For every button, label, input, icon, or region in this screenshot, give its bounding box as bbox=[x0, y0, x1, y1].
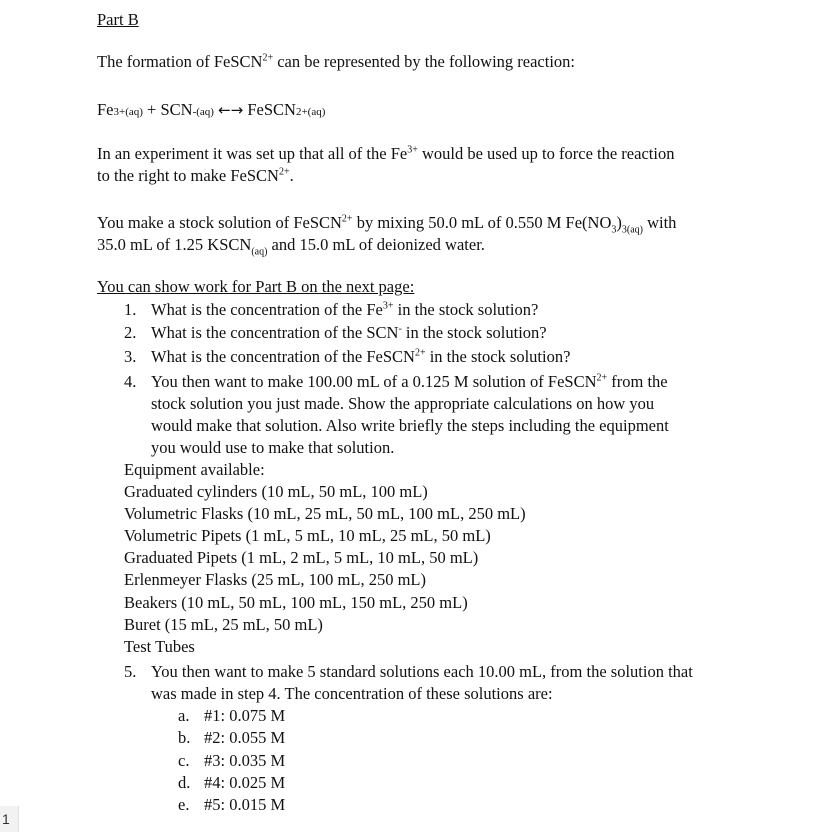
q1-post: in the stock solution? bbox=[393, 300, 539, 319]
page-number-marker bbox=[0, 806, 19, 832]
q4-number: 4. bbox=[124, 372, 137, 391]
reaction-fe-state: 3+(aq) bbox=[113, 106, 143, 118]
stock-line1-b: by mixing 50.0 mL of 0.550 M Fe(NO bbox=[352, 213, 612, 232]
q2-pre: What is the concentration of the SCN bbox=[151, 323, 399, 342]
equipment-item: Buret (15 mL, 25 mL, 50 mL) bbox=[124, 615, 323, 634]
work-note: You can show work for Part B on the next page: bbox=[97, 277, 415, 296]
equipment-item: Test Tubes bbox=[124, 637, 195, 656]
experiment-line2-post: . bbox=[289, 166, 294, 185]
experiment-line1-pre: In an experiment it was set up that all of the Fe bbox=[97, 144, 408, 163]
question-5-line-1: You then want to make 5 standard solutions each 10.00 mL, from the solution that bbox=[151, 662, 693, 681]
subitem-letter: b. bbox=[178, 728, 191, 747]
subitem-text: #5: 0.015 M bbox=[204, 795, 286, 814]
stock-line-1 bbox=[97, 213, 677, 236]
subitem-text: #4: 0.025 M bbox=[204, 773, 286, 792]
stock-line2-b: and 15.0 mL of deionized water. bbox=[267, 235, 485, 254]
q2-number: 2. bbox=[124, 323, 137, 342]
stock-line1-a: You make a stock solution of FeSCN bbox=[97, 213, 342, 232]
experiment-line-1 bbox=[97, 146, 674, 163]
stock-line-2 bbox=[97, 235, 485, 258]
stock-line1-sup: 2+ bbox=[341, 213, 353, 225]
q1-sup: 3+ bbox=[382, 300, 394, 312]
q4-line1-sup: 2+ bbox=[596, 372, 608, 384]
reaction-scn-state: -(aq) bbox=[192, 106, 214, 118]
q3-post: in the stock solution? bbox=[425, 347, 571, 366]
q3-number: 3. bbox=[124, 347, 137, 366]
question-4-line-2: stock solution you just made. Show the appropriate calculations on how you bbox=[151, 394, 655, 413]
intro-sup: 2+ bbox=[262, 52, 274, 64]
equipment-title: Equipment available: bbox=[124, 460, 265, 479]
question-4-line-4: you would use to make that solution. bbox=[151, 438, 395, 457]
reaction-equation bbox=[97, 102, 325, 119]
reaction-product: FeSCN bbox=[247, 100, 296, 119]
experiment-line1-sup: 3+ bbox=[407, 144, 418, 156]
equipment-item: Graduated Pipets (1 mL, 2 mL, 5 mL, 10 mL, 50 mL) bbox=[124, 548, 479, 567]
page-number: 1 bbox=[2, 811, 10, 827]
q4-line1-post: from the bbox=[607, 372, 668, 391]
q5-number: 5. bbox=[124, 662, 137, 681]
equipment-item: Erlenmeyer Flasks (25 mL, 100 mL, 250 mL) bbox=[124, 570, 426, 589]
reaction-product-state: 2+(aq) bbox=[295, 106, 326, 118]
subitem-text: #2: 0.055 M bbox=[204, 728, 286, 747]
stock-line1-sub: 3 bbox=[611, 224, 617, 236]
subitem-letter: a. bbox=[178, 706, 190, 725]
stock-line2-sub: (aq) bbox=[251, 246, 268, 258]
subitem-text: #1: 0.075 M bbox=[204, 706, 286, 725]
question-3 bbox=[151, 349, 570, 366]
question-4-line-1 bbox=[151, 374, 668, 391]
intro-pre: The formation of FeSCN bbox=[97, 52, 263, 71]
stock-line1-sub2: 3(aq) bbox=[621, 224, 643, 236]
q4-line1-pre: You then want to make 100.00 mL of a 0.125 M solution of FeSCN bbox=[151, 372, 597, 391]
subitem-letter: d. bbox=[178, 773, 191, 792]
q1-pre: What is the concentration of the Fe bbox=[151, 300, 383, 319]
experiment-line2-sup: 2+ bbox=[278, 166, 290, 178]
subitem-letter: c. bbox=[178, 751, 190, 770]
part-heading: Part B bbox=[97, 10, 139, 29]
reaction-fe: Fe bbox=[97, 100, 114, 119]
question-4-line-3: would make that solution. Also write briefly the steps including the equipment bbox=[151, 416, 669, 435]
question-1 bbox=[151, 302, 538, 319]
equipment-item: Volumetric Flasks (10 mL, 25 mL, 50 mL, 100 mL, 250 mL) bbox=[124, 504, 526, 523]
q2-sup: - bbox=[398, 323, 402, 335]
question-5-line-2: was made in step 4. The concentration of these solutions are: bbox=[151, 684, 553, 703]
intro-post: can be represented by the following reaction: bbox=[273, 52, 576, 71]
equilibrium-arrow-icon: ←→ bbox=[218, 101, 244, 119]
experiment-line-2 bbox=[97, 168, 294, 185]
subitem-letter: e. bbox=[178, 795, 190, 814]
equipment-item: Graduated cylinders (10 mL, 50 mL, 100 mL) bbox=[124, 482, 428, 501]
stock-line2-a: 35.0 mL of 1.25 KSCN bbox=[97, 235, 252, 254]
q3-pre: What is the concentration of the FeSCN bbox=[151, 347, 415, 366]
q2-post: in the stock solution? bbox=[401, 323, 547, 342]
stock-line1-c: ) bbox=[616, 213, 622, 232]
reaction-scn: + SCN bbox=[147, 100, 193, 119]
equipment-item: Beakers (10 mL, 50 mL, 100 mL, 150 mL, 250 mL) bbox=[124, 593, 468, 612]
experiment-line2-pre: to the right to make FeSCN bbox=[97, 166, 279, 185]
stock-line1-d: with bbox=[642, 213, 677, 232]
q1-number: 1. bbox=[124, 300, 137, 319]
subitem-text: #3: 0.035 M bbox=[204, 751, 286, 770]
q3-sup: 2+ bbox=[414, 347, 426, 359]
experiment-line1-post: would be used up to force the reaction bbox=[417, 144, 675, 163]
equipment-item: Volumetric Pipets (1 mL, 5 mL, 10 mL, 25 mL, 50 mL) bbox=[124, 526, 491, 545]
question-2 bbox=[151, 325, 547, 342]
intro-text bbox=[97, 54, 575, 71]
